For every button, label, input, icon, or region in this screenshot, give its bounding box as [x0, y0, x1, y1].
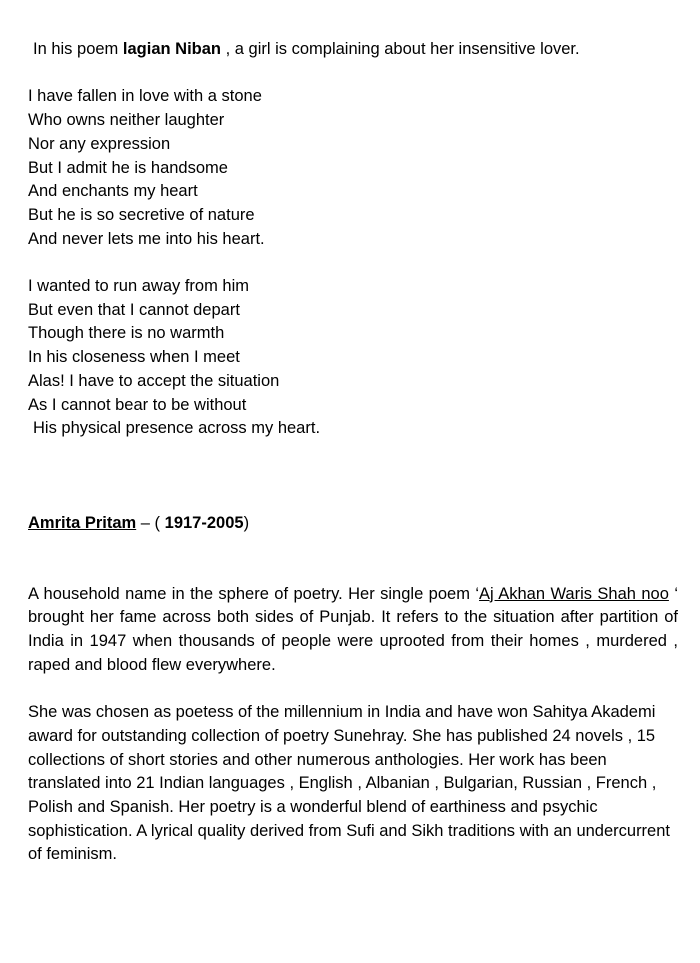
section-heading [28, 512, 678, 536]
poem-line: Alas! I have to accept the situation [28, 371, 280, 390]
poem-line: I have fallen in love with a stone [28, 87, 262, 106]
poem-line: But he is so secretive of nature [28, 205, 255, 224]
intro-suffix: , a girl is complaining about her insensitive lover. [221, 40, 580, 58]
author-years: 1917-2005 [164, 513, 244, 532]
heading-dash: – ( [136, 513, 165, 532]
poem-reference: Aj Akhan Waris Shah noo [479, 584, 669, 603]
poem-line: And never lets me into his heart. [28, 229, 265, 248]
paragraph-1 [28, 583, 678, 678]
poem-line: Nor any expression [28, 134, 171, 153]
intro-prefix: In his poem [33, 40, 123, 58]
poem-line: In his closeness when I meet [28, 348, 240, 367]
poem-line: As I cannot bear to be without [28, 395, 247, 414]
para1-before: A household name in the sphere of poetry. Her single poem ‘ [28, 584, 480, 603]
poem-stanza-1 [28, 85, 678, 251]
intro-sentence [33, 38, 678, 62]
document-page [28, 38, 678, 867]
poem-line: His physical presence across my heart. [33, 419, 321, 438]
paragraph-2: She was chosen as poetess of the millennium in India and have won Sahitya Akademi award for outstanding collection of poetry Sunehray. She has published 24 novels , 15 collections of short stories and other numerous anthologies. Her work has been translated into 21 Indian languages , English , Albanian , Bulgarian, Russian , French , Polish and Spanish. Her poetry is a wonderful blend of earthiness and psychic sophistication. A lyrical quality derived from Sufi and Sikh traditions with an undercurrent of feminism. [28, 703, 670, 864]
poem-title: lagian Niban [122, 40, 221, 58]
poem-line: Who owns neither laughter [28, 111, 225, 130]
para1-after: ‘ brought her fame across both sides of Punjab. It refers to the situation after partition of India in 1947 when thousands of people were uprooted from their homes , murdered , raped and blood flew everywhere. [28, 584, 678, 674]
poem-line: And enchants my heart [28, 182, 198, 201]
poem-stanza-2 [28, 275, 678, 441]
heading-close: ) [243, 513, 250, 532]
poem-line: I wanted to run away from him [28, 277, 250, 295]
author-name: Amrita Pritam [28, 513, 137, 532]
poem-line: But I admit he is handsome [28, 158, 228, 177]
poem-line: But even that I cannot depart [28, 300, 240, 319]
poem-line: Though there is no warmth [28, 324, 225, 343]
